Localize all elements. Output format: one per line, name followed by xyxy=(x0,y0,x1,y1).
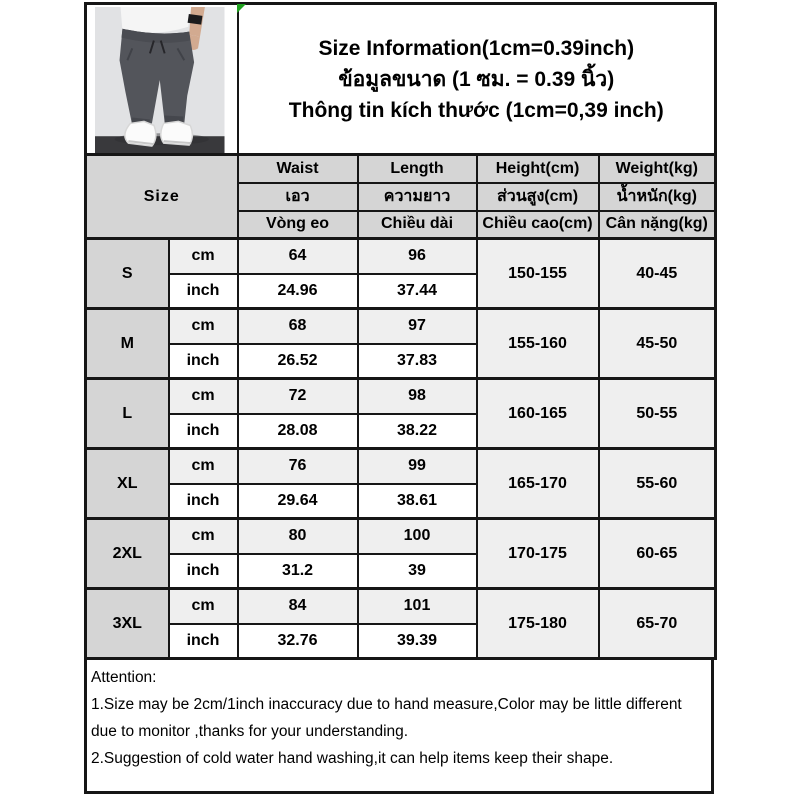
weight-range: 55-60 xyxy=(599,449,716,519)
size-label: M xyxy=(86,309,169,379)
height-range: 150-155 xyxy=(477,239,599,309)
attention-heading: Attention: xyxy=(91,669,157,686)
col-header-height-vi: Chiều cao(cm) xyxy=(477,211,599,239)
table-row xyxy=(86,519,716,554)
table-row xyxy=(86,239,716,274)
size-chart xyxy=(84,2,714,794)
size-label: 2XL xyxy=(86,519,169,589)
title-line-vi: Thông tin kích thước (1cm=0,39 inch) xyxy=(288,98,664,122)
size-label: S xyxy=(86,239,169,309)
waist-cm-value: 68 xyxy=(238,309,358,344)
waist-inch-value: 28.08 xyxy=(238,414,358,449)
col-header-waist-en: Waist xyxy=(238,155,358,183)
weight-range: 60-65 xyxy=(599,519,716,589)
length-inch-value: 39 xyxy=(358,554,477,589)
length-cm-value: 97 xyxy=(358,309,477,344)
height-range: 165-170 xyxy=(477,449,599,519)
size-label: L xyxy=(86,379,169,449)
header-row-en xyxy=(86,155,716,183)
length-inch-value: 37.83 xyxy=(358,344,477,379)
length-inch-value: 39.39 xyxy=(358,624,477,659)
weight-range: 45-50 xyxy=(599,309,716,379)
waist-inch-value: 31.2 xyxy=(238,554,358,589)
product-photo-cell xyxy=(86,4,238,155)
unit-label-inch: inch xyxy=(169,274,238,309)
size-corner-label: Size xyxy=(86,155,238,239)
length-inch-value: 38.61 xyxy=(358,484,477,519)
cell-flag-icon xyxy=(237,4,246,13)
attention-note-1: 1.Size may be 2cm/1inch inaccuracy due to hand measure,Color may be little different due to monitor ,thanks for your understanding. xyxy=(91,696,682,740)
title-line-th: ข้อมูลขนาด (1 ซม. = 0.39 นิ้ว) xyxy=(338,67,615,91)
title-row xyxy=(86,4,716,155)
length-cm-value: 96 xyxy=(358,239,477,274)
unit-label-cm: cm xyxy=(169,239,238,274)
weight-range: 50-55 xyxy=(599,379,716,449)
unit-label-inch: inch xyxy=(169,414,238,449)
length-cm-value: 98 xyxy=(358,379,477,414)
col-header-length-vi: Chiều dài xyxy=(358,211,477,239)
waist-inch-value: 24.96 xyxy=(238,274,358,309)
col-header-weight-vi: Cân nặng(kg) xyxy=(599,211,716,239)
unit-label-cm: cm xyxy=(169,589,238,624)
waist-inch-value: 32.76 xyxy=(238,624,358,659)
weight-range: 65-70 xyxy=(599,589,716,659)
table-row xyxy=(86,589,716,624)
waist-inch-value: 26.52 xyxy=(238,344,358,379)
waist-cm-value: 72 xyxy=(238,379,358,414)
unit-label-cm: cm xyxy=(169,309,238,344)
product-pants-photo xyxy=(95,7,225,153)
unit-label-cm: cm xyxy=(169,379,238,414)
col-header-weight-en: Weight(kg) xyxy=(599,155,716,183)
col-header-height-th: ส่วนสูง(cm) xyxy=(477,183,599,211)
col-header-waist-vi: Vòng eo xyxy=(238,211,358,239)
col-header-waist-th: เอว xyxy=(238,183,358,211)
length-cm-value: 101 xyxy=(358,589,477,624)
size-table xyxy=(84,2,717,660)
length-cm-value: 99 xyxy=(358,449,477,484)
table-row xyxy=(86,449,716,484)
waist-cm-value: 64 xyxy=(238,239,358,274)
size-label: 3XL xyxy=(86,589,169,659)
attention-box xyxy=(84,660,714,794)
waist-inch-value: 29.64 xyxy=(238,484,358,519)
unit-label-inch: inch xyxy=(169,484,238,519)
unit-label-inch: inch xyxy=(169,344,238,379)
col-header-height-en: Height(cm) xyxy=(477,155,599,183)
waist-cm-value: 84 xyxy=(238,589,358,624)
table-row xyxy=(86,309,716,344)
height-range: 175-180 xyxy=(477,589,599,659)
length-cm-value: 100 xyxy=(358,519,477,554)
table-row xyxy=(86,379,716,414)
col-header-length-th: ความยาว xyxy=(358,183,477,211)
waist-cm-value: 76 xyxy=(238,449,358,484)
unit-label-inch: inch xyxy=(169,554,238,589)
length-inch-value: 38.22 xyxy=(358,414,477,449)
attention-note-2: 2.Suggestion of cold water hand washing,it can help items keep their shape. xyxy=(91,750,614,767)
length-inch-value: 37.44 xyxy=(358,274,477,309)
col-header-length-en: Length xyxy=(358,155,477,183)
size-label: XL xyxy=(86,449,169,519)
height-range: 155-160 xyxy=(477,309,599,379)
unit-label-cm: cm xyxy=(169,519,238,554)
unit-label-cm: cm xyxy=(169,449,238,484)
title-cell xyxy=(238,4,716,155)
unit-label-inch: inch xyxy=(169,624,238,659)
height-range: 160-165 xyxy=(477,379,599,449)
title-line-en: Size Information(1cm=0.39inch) xyxy=(318,36,635,60)
weight-range: 40-45 xyxy=(599,239,716,309)
height-range: 170-175 xyxy=(477,519,599,589)
waist-cm-value: 80 xyxy=(238,519,358,554)
col-header-weight-th: น้ำหนัก(kg) xyxy=(599,183,716,211)
